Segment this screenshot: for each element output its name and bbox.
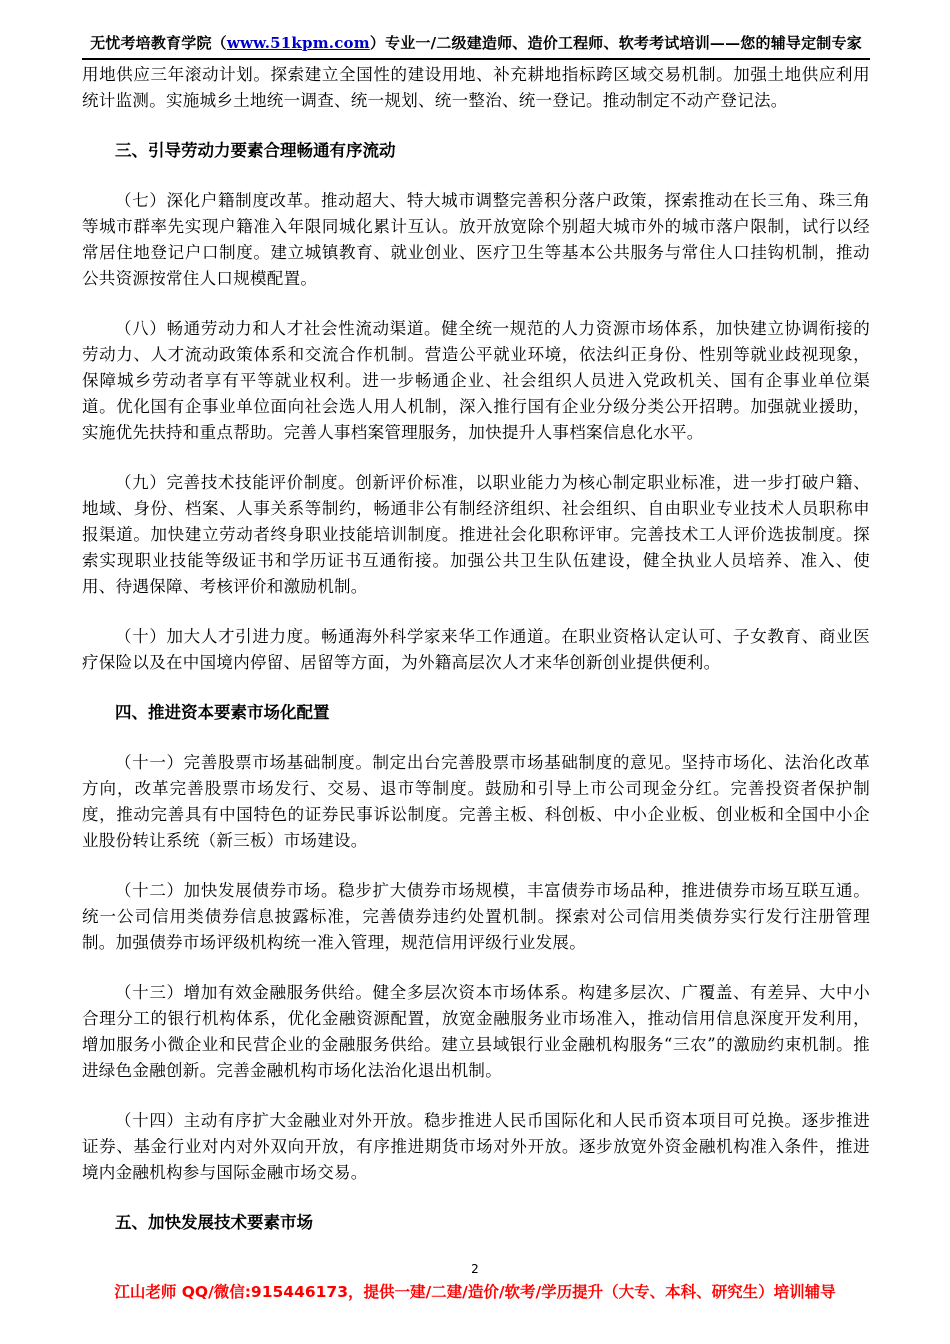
body-paragraph: （十四）主动有序扩大金融业对外开放。稳步推进人民币国际化和人民币资本项目可兑换。逐步推进证券、基金行业对内对外双向开放，有序推进期货市场对外开放。逐步放宽外资金融机构准入条件，推进境内金融机构参与国际金融市场交易。 — [82, 1111, 870, 1182]
body-paragraph: （八）畅通劳动力和人才社会性流动渠道。健全统一规范的人力资源市场体系，加快建立协调衔接的劳动力、人才流动政策体系和交流合作机制。营造公平就业环境，依法纠正身份、性别等就业歧视现象，保障城乡劳动者享有平等就业权利。进一步畅通企业、社会组织人员进入党政机关、国有企事业单位渠道。优化国有企事业单位面向社会选人用人机制，深入推行国有企业分级分类公开招聘。加强就业援助，实施优先扶持和重点帮助。完善人事档案管理服务，加快提升人事档案信息化水平。 — [82, 319, 870, 442]
section-heading: 四、推进资本要素市场化配置 — [115, 703, 330, 722]
document-body — [82, 62, 870, 1260]
body-paragraph: （十一）完善股票市场基础制度。制定出台完善股票市场基础制度的意见。坚持市场化、法治化改革方向，改革完善股票市场发行、交易、退市等制度。鼓励和引导上市公司现金分红。完善投资者保护制度，推动完善具有中国特色的证券民事诉讼制度。完善主板、科创板、中小企业板、创业板和全国中小企业股份转让系统（新三板）市场建设。 — [82, 753, 870, 850]
body-paragraph: 用地供应三年滚动计划。探索建立全国性的建设用地、补充耕地指标跨区域交易机制。加强土地供应利用统计监测。实施城乡土地统一调查、统一规划、统一整治、统一登记。推动制定不动产登记法。 — [82, 65, 870, 110]
header-website-link[interactable]: www.51kpm.com — [226, 34, 370, 52]
header-suffix: ）专业一/二级建造师、造价工程师、软考考试培训——您的辅导定制专家 — [369, 34, 862, 52]
page-footer: 江山老师 QQ/微信:915446173，提供一建/二建/造价/软考/学历提升（大专、本科、研究生）培训辅导 — [114, 1283, 836, 1301]
header-prefix: 无忧考培教育学院（ — [90, 34, 227, 52]
body-paragraph: （十三）增加有效金融服务供给。健全多层次资本市场体系。构建多层次、广覆盖、有差异、大中小合理分工的银行机构体系，优化金融资源配置，放宽金融服务业市场准入，推动信用信息深度开发利用，增加服务小微企业和民营企业的金融服务供给。建立县域银行业金融机构服务“三农”的激励约束机制。推进绿色金融创新。完善金融机构市场化法治化退出机制。 — [82, 983, 870, 1080]
body-paragraph: （十）加大人才引进力度。畅通海外科学家来华工作通道。在职业资格认定认可、子女教育、商业医疗保险以及在中国境内停留、居留等方面，为外籍高层次人才来华创新创业提供便利。 — [82, 627, 870, 672]
body-paragraph: （十二）加快发展债券市场。稳步扩大债券市场规模，丰富债券市场品种，推进债券市场互联互通。统一公司信用类债券信息披露标准，完善债券违约处置机制。探索对公司信用类债券实行发行注册管理制。加强债券市场评级机构统一准入管理，规范信用评级行业发展。 — [82, 881, 870, 952]
body-paragraph: （七）深化户籍制度改革。推动超大、特大城市调整完善积分落户政策，探索推动在长三角、珠三角等城市群率先实现户籍准入年限同城化累计互认。放开放宽除个别超大城市外的城市落户限制，试行以经常居住地登记户口制度。建立城镇教育、就业创业、医疗卫生等基本公共服务与常住人口挂钩机制，推动公共资源按常住人口规模配置。 — [82, 191, 870, 288]
page-header — [82, 32, 870, 60]
section-heading: 三、引导劳动力要素合理畅通有序流动 — [115, 141, 396, 160]
section-heading: 五、加快发展技术要素市场 — [115, 1213, 313, 1232]
page-number: 2 — [471, 1262, 479, 1276]
body-paragraph: （九）完善技术技能评价制度。创新评价标准，以职业能力为核心制定职业标准，进一步打破户籍、地域、身份、档案、人事关系等制约，畅通非公有制经济组织、社会组织、自由职业专业技术人员职称申报渠道。加快建立劳动者终身职业技能培训制度。推进社会化职称评审。完善技术工人评价选拔制度。探索实现职业技能等级证书和学历证书互通衔接。加强公共卫生队伍建设，健全执业人员培养、准入、使用、待遇保障、考核评价和激励机制。 — [82, 473, 870, 596]
